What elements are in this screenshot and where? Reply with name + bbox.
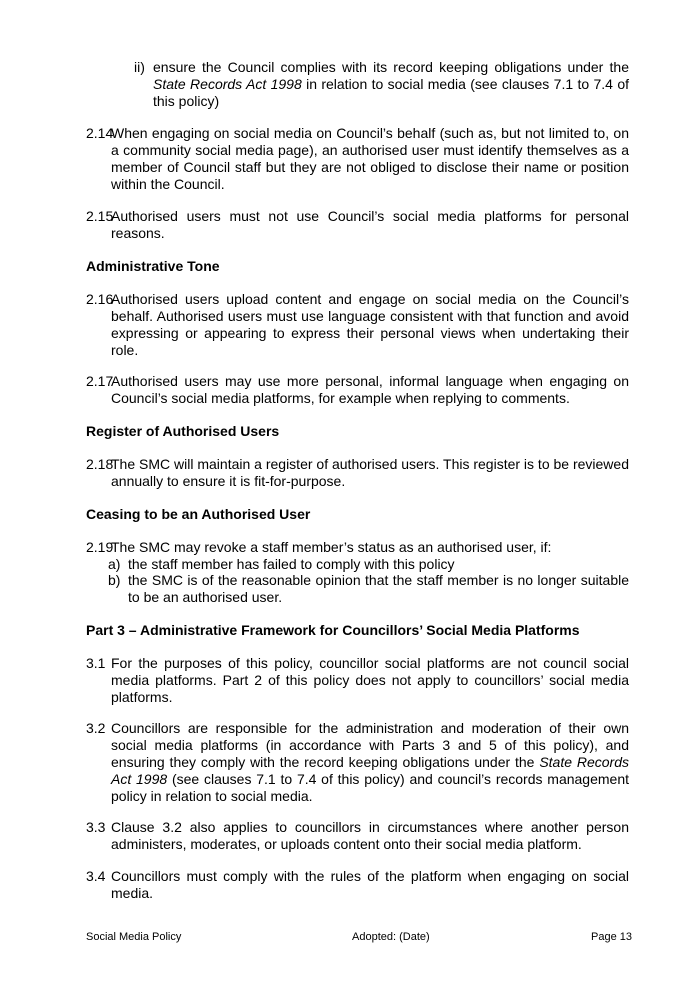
clause-text: Councillors must comply with the rules of the platform when engaging on social media. — [111, 868, 629, 901]
clause-ii — [134, 59, 629, 110]
clause-text: Authorised users must not use Council’s social media platforms for personal reasons. — [111, 208, 629, 241]
clause-text: Clause 3.2 also applies to councillors in circumstances where another person administers, moderates, or uploads content onto their social media platform. — [111, 819, 629, 852]
clause-number: ii) — [134, 59, 145, 75]
clause-number: 2.18 — [86, 456, 114, 472]
clause-text: The SMC may revoke a staff member’s status as an authorised user, if: — [111, 539, 552, 555]
heading-administrative-tone: Administrative Tone — [86, 258, 220, 274]
clause-text: The SMC will maintain a register of authorised users. This register is to be reviewed annually to ensure it is fit-for-purpose. — [111, 456, 629, 489]
clause-text: the staff member has failed to comply with this policy — [128, 556, 455, 572]
clause-number: 2.16 — [86, 291, 114, 307]
clause-2-18 — [86, 456, 629, 490]
clause-3-3 — [86, 819, 629, 853]
clause-number: 3.2 — [86, 720, 106, 736]
heading-register: Register of Authorised Users — [86, 423, 280, 439]
clause-text: Authorised users upload content and engage on social media on the Council’s behalf. Authorised users must use language consistent with that function and avoid expressing or appearing to express their personal views when undertaking their role. — [111, 291, 629, 358]
clause-2-19 — [86, 539, 629, 556]
clause-text: the SMC is of the reasonable opinion that the staff member is no longer suitable to be an authorised user. — [128, 572, 629, 605]
clause-number: 2.14 — [86, 125, 114, 141]
footer-page-number: Page 13 — [591, 931, 632, 943]
footer-title: Social Media Policy — [86, 931, 182, 943]
clause-number: b) — [108, 572, 121, 588]
clause-number: 3.4 — [86, 868, 106, 884]
clause-number: 3.3 — [86, 819, 106, 835]
clause-text: Councillors are responsible for the administration and moderation of their own social media platforms (in accordance with Parts 3 and 5 of this policy), and ensuring they comply with the record keeping obligations under the State Records Act 1998 (see clauses 7.1 to 7.4 of this policy) and council’s records management policy in relation to social media. — [111, 720, 630, 804]
clause-number: 2.15 — [86, 208, 114, 224]
clause-number: a) — [108, 556, 121, 572]
heading-ceasing: Ceasing to be an Authorised User — [86, 506, 311, 522]
clause-number: 2.19 — [86, 539, 114, 555]
clause-2-15 — [86, 208, 629, 242]
clause-number: 2.17 — [86, 373, 114, 389]
clause-text: For the purposes of this policy, councillor social platforms are not council social media platforms. Part 2 of this policy does not apply to councillors’ social media platforms. — [111, 655, 629, 705]
clause-3-1 — [86, 655, 629, 706]
clause-2-17 — [86, 373, 629, 407]
clause-2-19-a — [108, 556, 629, 573]
clause-2-14 — [86, 125, 629, 193]
clause-2-19-b — [108, 572, 629, 606]
footer-adopted: Adopted: (Date) — [352, 931, 430, 943]
clause-text: ensure the Council complies with its record keeping obligations under the State Records Act 1998 in relation to social media (see clauses 7.1 to 7.4 of this policy) — [153, 59, 629, 109]
clause-3-4 — [86, 868, 629, 902]
clause-text: When engaging on social media on Council’s behalf (such as, but not limited to, on a community social media page), an authorised user must identify themselves as a member of Council staff but they are not obliged to disclose their name or position within the Council. — [111, 125, 629, 192]
clause-3-2 — [86, 720, 629, 805]
clause-number: 3.1 — [86, 655, 106, 671]
clause-2-16 — [86, 291, 629, 359]
heading-part-3: Part 3 – Administrative Framework for Councillors’ Social Media Platforms — [86, 622, 580, 638]
clause-text: Authorised users may use more personal, informal language when engaging on Council’s social media platforms, for example when replying to comments. — [111, 373, 629, 406]
